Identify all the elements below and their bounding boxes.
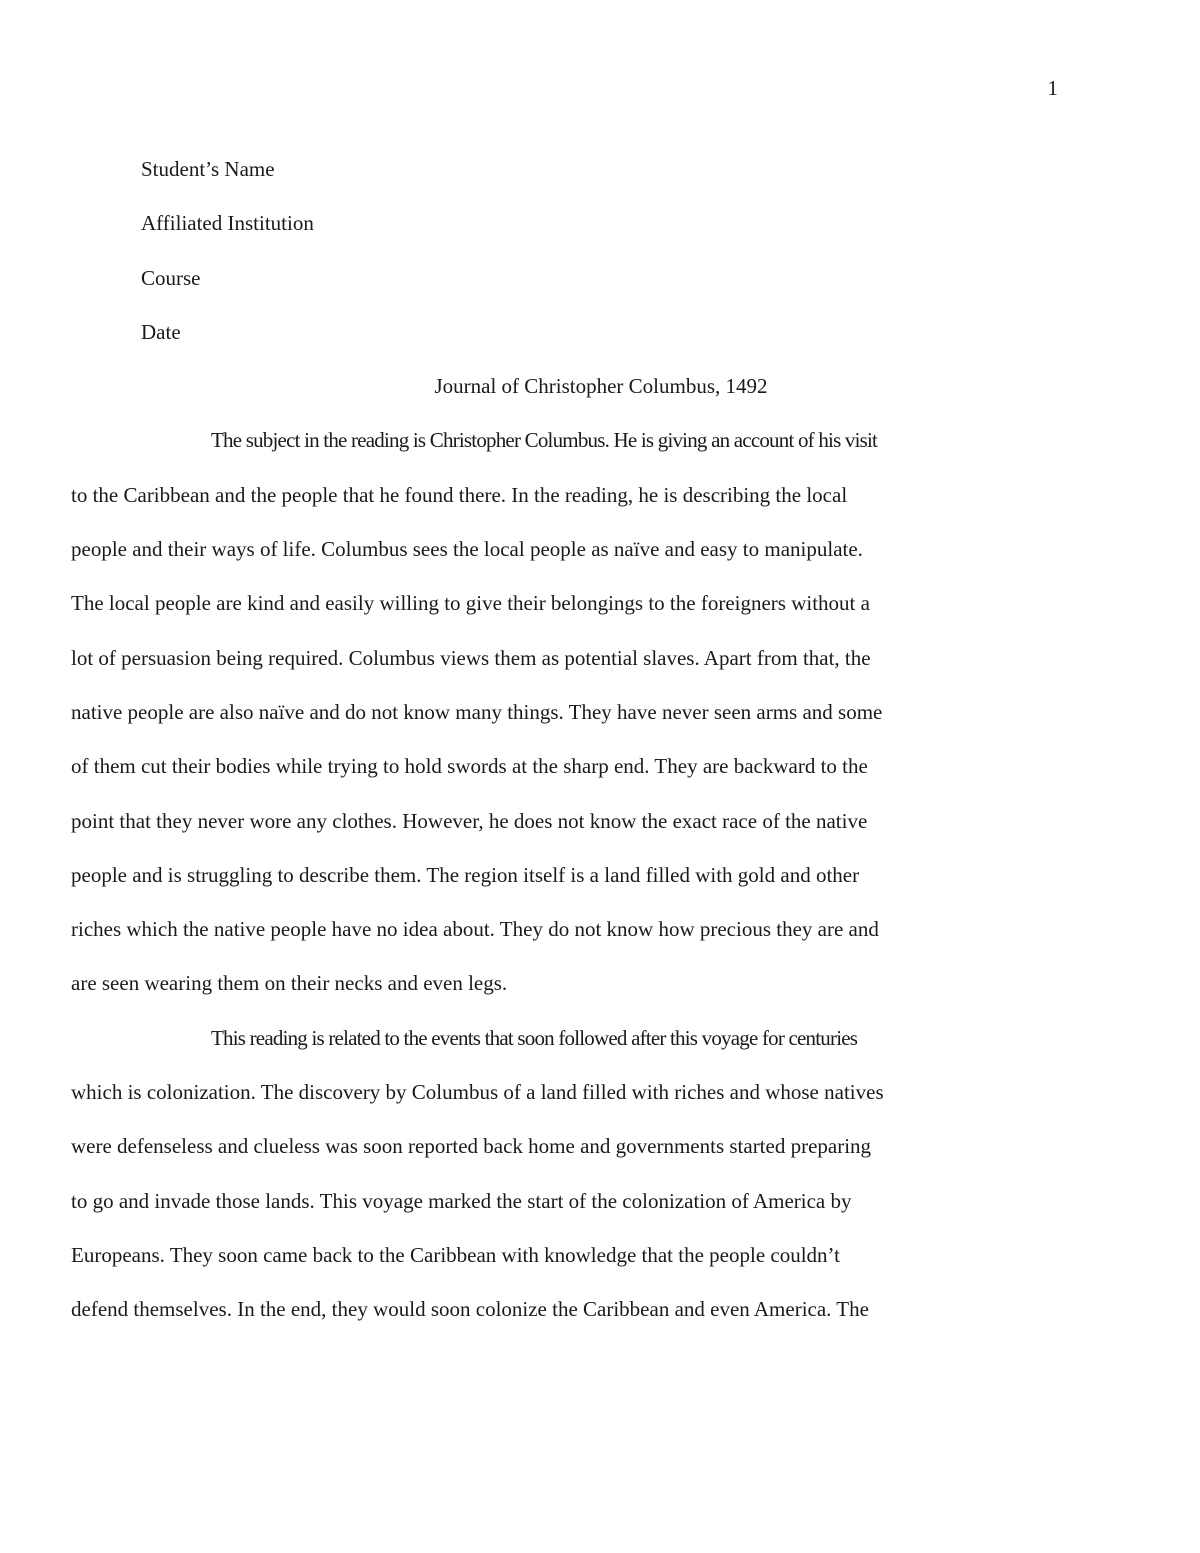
paragraph-line: riches which the native people have no idea about. They do not know how precious they are and bbox=[71, 917, 879, 942]
paragraph-2 bbox=[71, 1011, 1061, 1337]
paragraph-line: people and their ways of life. Columbus sees the local people as naïve and easy to manipulate. bbox=[71, 537, 863, 562]
institution-name: Affiliated Institution bbox=[141, 211, 314, 236]
paragraph-line: people and is struggling to describe them. The region itself is a land filled with gold and other bbox=[71, 862, 860, 887]
paragraph-line: which is colonization. The discovery by Columbus of a land filled with riches and whose natives bbox=[71, 1080, 884, 1105]
paragraph-line: defend themselves. In the end, they would soon colonize the Caribbean and even America. The bbox=[71, 1297, 869, 1322]
essay-title: Journal of Christopher Columbus, 1492 bbox=[434, 374, 768, 399]
paragraph-line: to the Caribbean and the people that he found there. In the reading, he is describing the local bbox=[71, 482, 848, 507]
paragraph-line: native people are also naïve and do not know many things. They have never seen arms and some bbox=[71, 699, 883, 724]
paragraph-line: The local people are kind and easily willing to give their belongings to the foreigners without a bbox=[71, 591, 870, 616]
paragraph-line: of them cut their bodies while trying to hold swords at the sharp end. They are backward to the bbox=[71, 754, 868, 779]
paragraph-line: Europeans. They soon came back to the Caribbean with knowledge that the people couldn’t bbox=[71, 1242, 841, 1267]
student-name: Student’s Name bbox=[141, 157, 275, 181]
paragraph-line: were defenseless and clueless was soon reported back home and governments started preparing bbox=[71, 1134, 872, 1159]
paragraph-1 bbox=[71, 413, 1061, 1010]
paragraph-line: to go and invade those lands. This voyage marked the start of the colonization of America by bbox=[71, 1188, 852, 1213]
document-body bbox=[71, 142, 1061, 1337]
paragraph-line: point that they never wore any clothes. However, he does not know the exact race of the native bbox=[71, 808, 868, 833]
paragraph-line: This reading is related to the events that soon followed after this voyage for centuries bbox=[211, 1025, 858, 1050]
page-number: 1 bbox=[1047, 76, 1058, 100]
paragraph-line: lot of persuasion being required. Columbus views them as potential slaves. Apart from that, the bbox=[71, 645, 871, 670]
paragraph-line: are seen wearing them on their necks and even legs. bbox=[71, 971, 508, 996]
date-line: Date bbox=[141, 319, 181, 344]
course-name: Course bbox=[141, 265, 201, 290]
paragraph-line: The subject in the reading is Christopher Columbus. He is giving an account of his visit bbox=[211, 428, 878, 453]
